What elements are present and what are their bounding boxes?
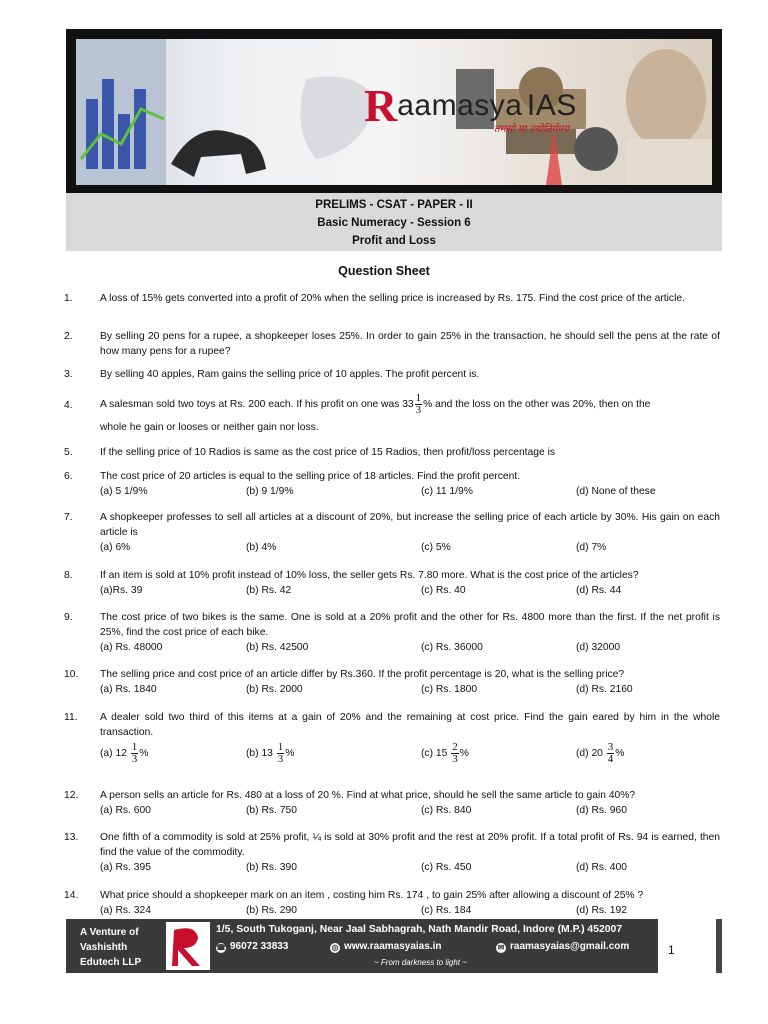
option-a bbox=[100, 742, 148, 765]
question-text: By selling 20 pens for a rupee, a shopkeeper loses 25%. In order to gain 25% in the transaction, he should sell the pens at the rate of how many pens for a rupee? bbox=[100, 331, 720, 357]
option-c: (c) Rs. 450 bbox=[421, 862, 472, 873]
fraction-numerator: 1 bbox=[131, 741, 138, 753]
question-6 bbox=[64, 469, 720, 499]
question-text: The selling price and cost price of an article differ by Rs.360. If the profit percentage is 20, what is the selling price? bbox=[100, 669, 625, 680]
option-b: (b) Rs. 42 bbox=[246, 585, 292, 596]
fraction bbox=[451, 742, 459, 765]
question-text: By selling 40 apples, Ram gains the selling price of 10 apples. The profit percent is. bbox=[100, 369, 480, 380]
fraction bbox=[131, 742, 139, 765]
question-5 bbox=[64, 445, 720, 460]
footer-website[interactable] bbox=[330, 941, 441, 953]
option-d bbox=[576, 742, 624, 765]
email-text[interactable]: raamasyaias@gmail.com bbox=[510, 941, 630, 952]
options-row bbox=[100, 740, 720, 768]
question-4 bbox=[64, 393, 720, 435]
question-number: 1. bbox=[64, 293, 73, 304]
phone-text: 96072 33833 bbox=[230, 941, 289, 952]
question-number: 2. bbox=[64, 331, 73, 342]
question-number: 10. bbox=[64, 669, 79, 680]
question-number: 7. bbox=[64, 512, 73, 523]
option-b: (b) Rs. 750 bbox=[246, 805, 297, 816]
option-c: (c) Rs. 184 bbox=[421, 905, 472, 916]
fraction-numerator: 1 bbox=[277, 741, 284, 753]
session-title: Basic Numeracy - Session 6 bbox=[317, 217, 471, 229]
sheet-title: Question Sheet bbox=[338, 264, 430, 278]
option-a: (a) Rs. 324 bbox=[100, 905, 151, 916]
option-d: (d) Rs. 960 bbox=[576, 805, 627, 816]
question-text-part: % and the loss on the other was 20%, then on the bbox=[423, 399, 651, 411]
question-10 bbox=[64, 667, 720, 697]
paper-title: PRELIMS - CSAT - PAPER - II bbox=[315, 199, 473, 211]
options-row bbox=[100, 640, 720, 655]
option-c: (c) 5% bbox=[421, 542, 451, 553]
fraction-denominator: 3 bbox=[277, 753, 284, 765]
footer-email[interactable] bbox=[496, 941, 629, 953]
option-a: (a) Rs. 1840 bbox=[100, 684, 157, 695]
mail-icon: ✉ bbox=[497, 943, 505, 952]
banner-collage bbox=[76, 39, 712, 185]
option-whole: (d) 20 bbox=[576, 748, 603, 760]
venture-line: A Venture of bbox=[80, 927, 139, 938]
fraction-numerator: 1 bbox=[415, 392, 422, 404]
question-text: A loss of 15% gets converted into a profit of 20% when the selling price is increased by Rs. 175. Find the cost price of the article. bbox=[100, 293, 685, 304]
percent-sign: % bbox=[615, 748, 625, 760]
option-b: (b) Rs. 42500 bbox=[246, 642, 309, 653]
footer-logo-icon bbox=[166, 922, 210, 970]
option-d: (d) 32000 bbox=[576, 642, 621, 653]
page-footer bbox=[66, 919, 658, 973]
venture-text bbox=[80, 925, 160, 970]
brand-logo bbox=[364, 79, 577, 135]
option-a: (a) Rs. 395 bbox=[100, 862, 151, 873]
footer-address: 1/5, South Tukoganj, Near Jaal Sabhagrah, Nath Mandir Road, Indore (M.P.) 452007 bbox=[216, 924, 623, 935]
question-text-part: whole he gain or looses or neither gain nor loss. bbox=[100, 422, 319, 433]
question-11 bbox=[64, 710, 720, 768]
question-text: The cost price of two bikes is the same. One is sold at a 20% profit and the other for Rs. 4800 more than the first. If the net profit is 25%, find the cost price of each bike. bbox=[100, 612, 720, 638]
question-text: A shopkeeper professes to sell all articles at a discount of 20%, but increase the selling price of each article by 30%. His gain on each article is bbox=[100, 512, 720, 538]
option-b: (b) Rs. 290 bbox=[246, 905, 297, 916]
options-row bbox=[100, 540, 720, 555]
question-number: 12. bbox=[64, 790, 79, 801]
options-row bbox=[100, 860, 720, 875]
percent-sign: % bbox=[139, 748, 149, 760]
option-d: (d) Rs. 192 bbox=[576, 905, 627, 916]
brand-tagline: तमसो मा ज्योतिर्गमय bbox=[494, 124, 569, 135]
percent-sign: % bbox=[285, 748, 295, 760]
options-row bbox=[100, 682, 720, 697]
globe-icon: ◎ bbox=[331, 943, 339, 952]
fraction-denominator: 3 bbox=[415, 404, 422, 416]
question-number: 8. bbox=[64, 570, 73, 581]
phone-icon: ☎ bbox=[216, 943, 226, 952]
question-12 bbox=[64, 788, 720, 818]
question-text: What price should a shopkeeper mark on an item , costing him Rs. 174 , to gain 25% after allowing a discount of 25% ? bbox=[100, 890, 644, 901]
question-2 bbox=[64, 329, 720, 359]
options-row bbox=[100, 803, 720, 818]
question-text: A dealer sold two third of this items at a gain of 20% and the remaining at cost price. Find the gain eared by him in the whole transaction. bbox=[100, 712, 720, 738]
option-c: (c) Rs. 36000 bbox=[421, 642, 483, 653]
question-number: 9. bbox=[64, 612, 73, 623]
website-text[interactable]: www.raamasyaias.in bbox=[344, 941, 442, 952]
question-8 bbox=[64, 568, 720, 598]
option-a: (a) Rs. 48000 bbox=[100, 642, 163, 653]
question-number: 6. bbox=[64, 471, 73, 482]
footer-motto: ~ From darkness to light ~ bbox=[374, 958, 467, 967]
option-d: (d) 7% bbox=[576, 542, 607, 553]
question-text-part: A salesman sold two toys at Rs. 200 each. If his profit on one was 33 bbox=[100, 399, 414, 411]
question-1 bbox=[64, 291, 720, 306]
option-d: (d) Rs. 2160 bbox=[576, 684, 633, 695]
question-number: 4. bbox=[64, 400, 73, 411]
footer-phone bbox=[216, 941, 288, 953]
option-c: (c) 11 1/9% bbox=[421, 486, 473, 497]
option-d: (d) Rs. 400 bbox=[576, 862, 627, 873]
header-banner bbox=[66, 29, 722, 193]
option-b bbox=[246, 742, 294, 765]
option-c: (c) Rs. 840 bbox=[421, 805, 472, 816]
options-row bbox=[100, 583, 720, 598]
question-number: 13. bbox=[64, 832, 79, 843]
option-d: (d) Rs. 44 bbox=[576, 585, 622, 596]
fraction-denominator: 4 bbox=[607, 753, 614, 765]
question-text: One fifth of a commodity is sold at 25% profit, ¼ is sold at 30% profit and the rest at 20% profit. If a total profit of Rs. 94 is earned, then find the value of the commodity. bbox=[100, 832, 720, 858]
option-c: (c) Rs. 1800 bbox=[421, 684, 478, 695]
option-whole: (b) 13 bbox=[246, 748, 273, 760]
question-number: 11. bbox=[64, 712, 78, 723]
option-whole: (a) 12 bbox=[100, 748, 127, 760]
option-b: (b) 9 1/9% bbox=[246, 486, 294, 497]
page-number: 1 bbox=[668, 943, 675, 957]
option-whole: (c) 15 bbox=[421, 748, 448, 760]
fraction-numerator: 2 bbox=[452, 741, 458, 753]
question-14 bbox=[64, 888, 720, 918]
session-title-box bbox=[66, 193, 722, 251]
brand-r-glyph: R bbox=[364, 80, 398, 131]
question-7 bbox=[64, 510, 720, 555]
fraction bbox=[415, 393, 423, 416]
question-text: If the selling price of 10 Radios is same as the cost price of 15 Radios, then profit/loss percentage is bbox=[100, 447, 556, 458]
options-row bbox=[100, 484, 720, 499]
fraction-denominator: 3 bbox=[131, 753, 138, 765]
option-b: (b) Rs. 390 bbox=[246, 862, 297, 873]
venture-line: Vashishth bbox=[80, 942, 128, 953]
options-row bbox=[100, 903, 720, 918]
question-3 bbox=[64, 367, 720, 382]
option-a: (a) 5 1/9% bbox=[100, 486, 148, 497]
percent-sign: % bbox=[459, 748, 469, 760]
question-13 bbox=[64, 830, 720, 875]
fraction-denominator: 3 bbox=[452, 753, 458, 765]
venture-line: Edutech LLP bbox=[80, 957, 142, 968]
option-a: (a) Rs. 600 bbox=[100, 805, 151, 816]
brand-suffix: IAS bbox=[526, 89, 577, 122]
fraction bbox=[277, 742, 285, 765]
question-text bbox=[100, 393, 720, 435]
topic-title: Profit and Loss bbox=[352, 235, 436, 247]
brand-name: aamasya bbox=[397, 89, 523, 122]
fraction bbox=[607, 742, 615, 765]
option-c bbox=[421, 742, 469, 765]
fraction-numerator: 3 bbox=[607, 741, 614, 753]
question-text: The cost price of 20 articles is equal to the selling price of 18 articles. Find the profit percent. bbox=[100, 471, 521, 482]
option-a: (a)Rs. 39 bbox=[100, 585, 143, 596]
question-number: 5. bbox=[64, 447, 73, 458]
question-text: A person sells an article for Rs. 480 at a loss of 20 %. Find at what price, should he sell the same article to gain 40%? bbox=[100, 790, 636, 801]
question-number: 3. bbox=[64, 369, 73, 380]
question-9 bbox=[64, 610, 720, 655]
question-text: If an item is sold at 10% profit instead of 10% loss, the seller gets Rs. 7.80 more. What is the cost price of the articles? bbox=[100, 570, 639, 581]
option-b: (b) Rs. 2000 bbox=[246, 684, 303, 695]
question-number: 14. bbox=[64, 890, 79, 901]
option-b: (b) 4% bbox=[246, 542, 277, 553]
option-d: (d) None of these bbox=[576, 486, 656, 497]
option-a: (a) 6% bbox=[100, 542, 131, 553]
option-c: (c) Rs. 40 bbox=[421, 585, 466, 596]
